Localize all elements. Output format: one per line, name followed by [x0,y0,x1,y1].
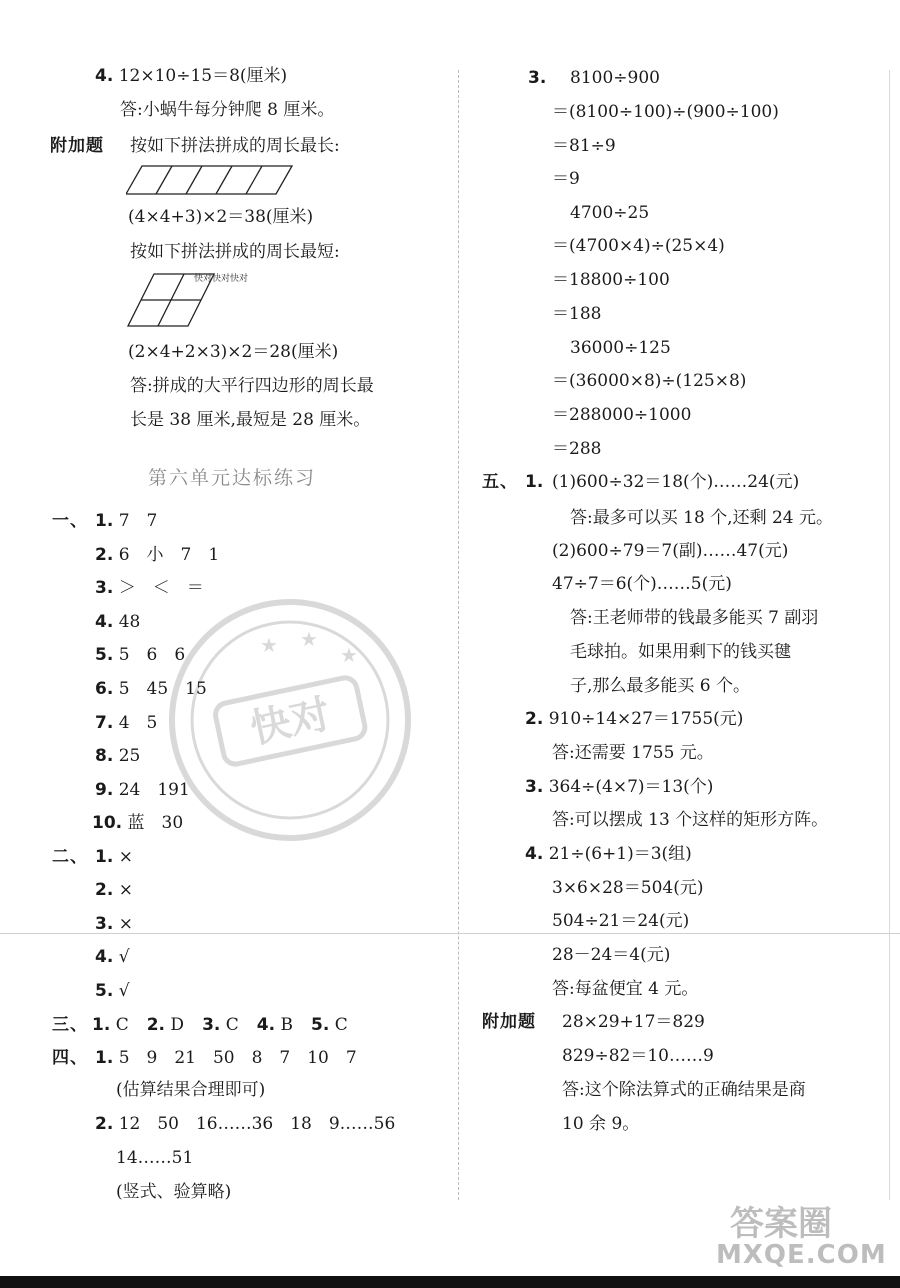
item-value: 5 6 6 [118,645,186,665]
column-divider [458,70,459,1200]
section4-q1 [95,1046,357,1070]
extra-answer-line1: 答:拼成的大平行四边形的周长最 [130,376,374,396]
item-value: 5 45 15 [118,679,207,699]
section1-item [95,711,157,735]
s5-q3-answer: 答:可以摆成 13 个这样的矩形方阵。 [552,810,829,830]
fold-line [0,933,900,934]
section5-tag: 五、 [482,472,518,492]
item-value: C [225,1015,239,1035]
item-value: C [334,1015,348,1035]
small-stamp-text: 快对快对快对 [194,274,249,284]
item-number: 1. [92,1015,111,1035]
section3-item [92,1015,147,1035]
item-number: 5. [95,981,114,1001]
item-value: B [280,1015,293,1035]
s5-q4-calc2: 3×6×28＝504(元) [552,878,704,898]
extra-line-shortest: 按如下拼法拼成的周长最短: [130,242,340,262]
s4-q2-number: 2. [95,1114,114,1134]
site-watermark-cn: 答案圈 [730,1204,832,1244]
section3-answers [92,1013,348,1037]
item-value: 4 5 [118,713,158,733]
s5-q1-a: (1)600÷32＝18(个)……24(元) [552,472,800,492]
item-number: 2. [146,1015,166,1035]
s5-q2 [525,707,743,731]
s4-q2-values: 12 50 16……36 18 9……56 [118,1114,396,1134]
item-number: 3. [202,1015,221,1035]
section1-item [95,543,219,567]
item-value: × [118,880,133,900]
item-value: √ [118,947,130,967]
section4-q2-note: (竖式、验算略) [116,1182,232,1202]
item-number: 3. [95,578,114,598]
item-value: C [115,1015,129,1035]
item-number: 3. [95,914,114,934]
q3-calc-line: ＝288000÷1000 [552,405,692,425]
s5-q1-c: (2)600÷79＝7(副)……47(元) [552,541,789,561]
s5-q4-calc4: 28－24＝4(元) [552,945,671,965]
section4-tag: 四、 [52,1048,88,1068]
q3-calc-line: ＝9 [552,169,580,189]
s5-q3-number: 3. [525,777,544,797]
section1-tag: 一、 [52,511,88,531]
s5-q4-calc3: 504÷21＝24(元) [552,911,690,931]
extra-question-tag: 附加题 [50,136,104,156]
item-value: 48 [118,612,141,632]
s5-q2-calc: 910÷14×27＝1755(元) [548,709,744,729]
section-title: 第六单元达标练习 [148,467,317,489]
item-value: 7 7 [118,511,158,531]
item-number: 1. [95,511,114,531]
item-number: 5. [310,1015,330,1035]
stamp-text: 快对 [246,691,335,753]
section1-item [95,509,157,533]
q3-calc-line: 4700÷25 [570,203,650,223]
section2-item [95,878,133,902]
item-number: 4. [95,612,114,632]
q4-calc: 12×10÷15＝8(厘米) [118,66,288,86]
q3-calc-line: 36000÷125 [570,338,671,358]
item-value: √ [118,981,130,1001]
s5-q1-d: 47÷7＝6(个)……5(元) [552,574,732,594]
item-number: 4. [256,1015,276,1035]
s5-q4-number: 4. [525,844,544,864]
section2-item [95,945,130,969]
section2-tag: 二、 [52,847,88,867]
item-value: 蓝 30 [127,813,184,833]
q4-answer: 答:小蜗牛每分钟爬 8 厘米。 [120,100,335,120]
section4-q2 [95,1112,395,1136]
right-extra-tag: 附加题 [482,1012,536,1032]
s4-q1-values: 5 9 21 50 8 7 10 7 [118,1048,357,1068]
right-edge-line [889,70,890,1200]
right-extra-a: 28×29+17＝829 [562,1012,705,1032]
item-number: 5. [95,645,114,665]
item-number: 10. [92,813,123,833]
item-value: × [118,914,133,934]
item-value: D [170,1015,185,1035]
s5-q3 [525,775,713,799]
right-extra-d: 10 余 9。 [562,1114,640,1134]
s5-q4 [525,842,692,866]
footer-bar [0,1276,900,1288]
q3-calc-line: 8100÷900 [570,68,660,88]
q3-calc-line: ＝(36000×8)÷(125×8) [552,371,747,391]
extra-calc-longest: (4×4+3)×2＝38(厘米) [128,207,314,227]
s5-q2-answer: 答:还需要 1755 元。 [552,743,714,763]
section4-q2-values2: 14……51 [116,1148,194,1168]
s5-q4-answer: 答:每盆便宜 4 元。 [552,979,699,999]
item-number: 6. [95,679,114,699]
item-number: 1. [95,847,114,867]
item-number: 9. [95,780,114,800]
svg-text:★: ★ [300,627,318,651]
site-watermark-en: MXQE.COM [716,1240,887,1270]
extra-line-longest: 按如下拼法拼成的周长最长: [130,136,340,156]
q3-calc-line: ＝(4700×4)÷(25×4) [552,236,725,256]
extra-calc-shortest: (2×4+2×3)×2＝28(厘米) [128,342,339,362]
s5-q4-calc1: 21÷(6+1)＝3(组) [548,844,692,864]
section2-item [95,912,133,936]
right-extra-b: 829÷82＝10……9 [562,1046,714,1066]
item-number: 4. [95,947,114,967]
svg-text:★: ★ [340,643,358,667]
item-value: ＞ ＜ ＝ [118,578,204,598]
svg-text:★: ★ [260,633,278,657]
section1-item [95,744,140,768]
section2-item [95,845,133,869]
item-number: 2. [95,880,114,900]
section3-item [311,1015,348,1035]
item-number: 7. [95,713,114,733]
section3-item [257,1015,311,1035]
item-value: 6 小 7 1 [118,545,220,565]
section1-item [95,610,140,634]
item-value: × [118,847,133,867]
section3-tag: 三、 [52,1015,88,1035]
s5-q2-number: 2. [525,709,544,729]
q3-calc-line: ＝81÷9 [552,136,616,156]
q3-calc-line: ＝288 [552,439,602,459]
item-value: 24 191 [118,780,190,800]
s5-q1-number: 1. [525,472,544,492]
q4-calc-line [95,64,287,88]
s5-q1-f: 毛球拍。如果用剩下的钱买毽 [570,642,791,662]
kuaidui-stamp-watermark [160,590,420,850]
right-extra-c: 答:这个除法算式的正确结果是商 [562,1080,806,1100]
item-number: 8. [95,746,114,766]
section3-item [147,1015,202,1035]
section3-item [202,1015,257,1035]
item-value: 25 [118,746,141,766]
s5-q3-calc: 364÷(4×7)＝13(个) [548,777,714,797]
q3-calc-line: ＝188 [552,304,602,324]
s5-q1-e: 答:王老师带的钱最多能买 7 副羽 [570,608,819,628]
section2-item [95,979,130,1003]
section4-q1-note: (估算结果合理即可) [116,1080,266,1100]
q4-number: 4. [95,66,114,86]
item-number: 2. [95,545,114,565]
s5-q1-g: 子,那么最多能买 6 个。 [570,676,751,696]
q3-calc-line: ＝18800÷100 [552,270,670,290]
s4-q1-number: 1. [95,1048,114,1068]
q3-number: 3. [528,68,547,88]
s5-q1-b: 答:最多可以买 18 个,还剩 24 元。 [570,508,834,528]
extra-answer-line2: 长是 38 厘米,最短是 28 厘米。 [130,410,371,430]
q3-calc-line: ＝(8100÷100)÷(900÷100) [552,102,779,122]
parallelogram-row-figure [126,164,296,196]
